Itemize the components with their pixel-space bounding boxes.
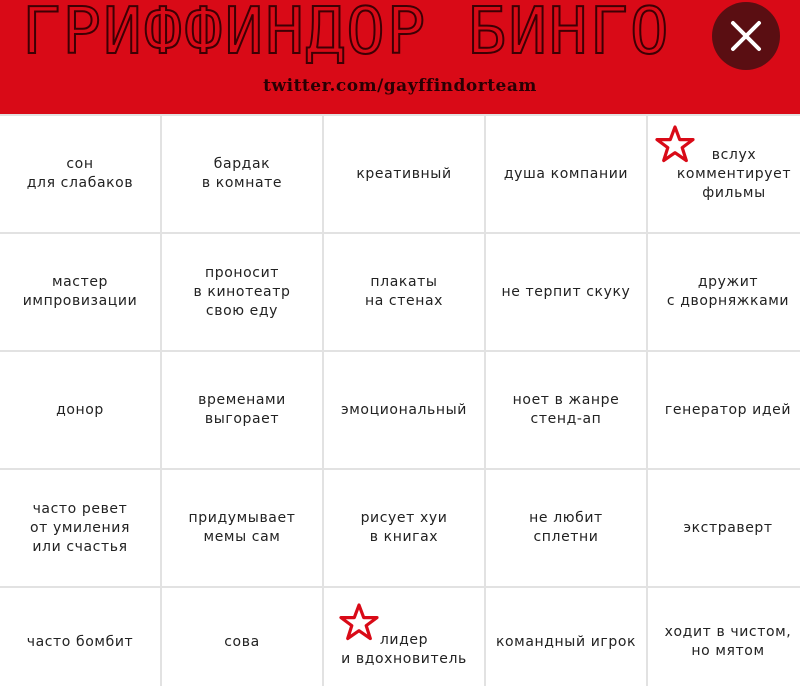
cell-label: душа компании bbox=[503, 165, 629, 182]
bingo-cell[interactable] bbox=[0, 470, 160, 586]
cell-label: эмоциональный bbox=[340, 401, 468, 418]
bingo-cell[interactable] bbox=[486, 470, 646, 586]
bingo-cell[interactable] bbox=[324, 234, 484, 350]
bingo-cell[interactable] bbox=[324, 470, 484, 586]
header-banner bbox=[0, 0, 800, 114]
bingo-cell[interactable] bbox=[0, 234, 160, 350]
bingo-cell[interactable] bbox=[0, 352, 160, 468]
close-icon bbox=[729, 19, 763, 53]
bingo-cell[interactable] bbox=[486, 588, 646, 696]
cell-label: мастер импровизации bbox=[22, 274, 138, 309]
bingo-board bbox=[0, 114, 800, 686]
star-icon bbox=[654, 124, 696, 164]
bingo-cell[interactable] bbox=[648, 470, 800, 586]
bingo-cell[interactable] bbox=[162, 470, 322, 586]
cell-label: командный игрок bbox=[495, 633, 637, 650]
bingo-cell-marked[interactable] bbox=[324, 588, 484, 696]
bingo-cell[interactable] bbox=[0, 588, 160, 696]
cell-label: сова bbox=[224, 633, 260, 650]
cell-label: часто ревет от умиления или счастья bbox=[30, 500, 130, 555]
bingo-cell[interactable] bbox=[162, 588, 322, 696]
cell-label: не любит сплетни bbox=[529, 510, 603, 545]
page-title: ГРИФФИНДОР БИНГО bbox=[22, 0, 671, 69]
bingo-cell[interactable] bbox=[0, 116, 160, 232]
bingo-cell[interactable] bbox=[162, 234, 322, 350]
cell-label: лидер и вдохновитель bbox=[341, 632, 467, 667]
cell-label: ноет в жанре стенд-ап bbox=[512, 392, 620, 427]
bingo-cell-marked[interactable] bbox=[648, 116, 800, 232]
bingo-cell[interactable] bbox=[324, 116, 484, 232]
bingo-cell[interactable] bbox=[648, 234, 800, 350]
cell-label: не терпит скуку bbox=[501, 283, 631, 300]
cell-label: плакаты на стенах bbox=[364, 274, 444, 309]
cell-label: вслух комментирует фильмы bbox=[676, 146, 792, 201]
cell-label: рисует хуи в книгах bbox=[360, 510, 448, 545]
bingo-cell[interactable] bbox=[648, 588, 800, 696]
cell-label: креативный bbox=[356, 165, 452, 182]
star-icon bbox=[338, 602, 380, 642]
cell-label: временами выгорает bbox=[198, 392, 286, 427]
bingo-cell[interactable] bbox=[648, 352, 800, 468]
cell-label: экстраверт bbox=[683, 519, 773, 536]
twitter-handle: twitter.com/gayffindorteam bbox=[263, 76, 537, 96]
bingo-cell[interactable] bbox=[162, 116, 322, 232]
bingo-cell[interactable] bbox=[162, 352, 322, 468]
cell-label: дружит с дворняжками bbox=[666, 274, 790, 309]
cell-label: сон для слабаков bbox=[26, 156, 134, 191]
cell-label: ходит в чистом, но мятом bbox=[664, 624, 792, 659]
bingo-cell[interactable] bbox=[324, 352, 484, 468]
cell-label: донор bbox=[56, 401, 104, 418]
bingo-cell[interactable] bbox=[486, 352, 646, 468]
cell-label: бардак в комнате bbox=[201, 156, 283, 191]
close-button[interactable] bbox=[712, 2, 780, 70]
bingo-cell[interactable] bbox=[486, 234, 646, 350]
cell-label: придумывает мемы сам bbox=[188, 510, 296, 545]
cell-label: часто бомбит bbox=[26, 633, 134, 650]
cell-label: проносит в кинотеатр свою еду bbox=[193, 264, 291, 319]
cell-label: генератор идей bbox=[664, 401, 792, 418]
bingo-cell[interactable] bbox=[486, 116, 646, 232]
